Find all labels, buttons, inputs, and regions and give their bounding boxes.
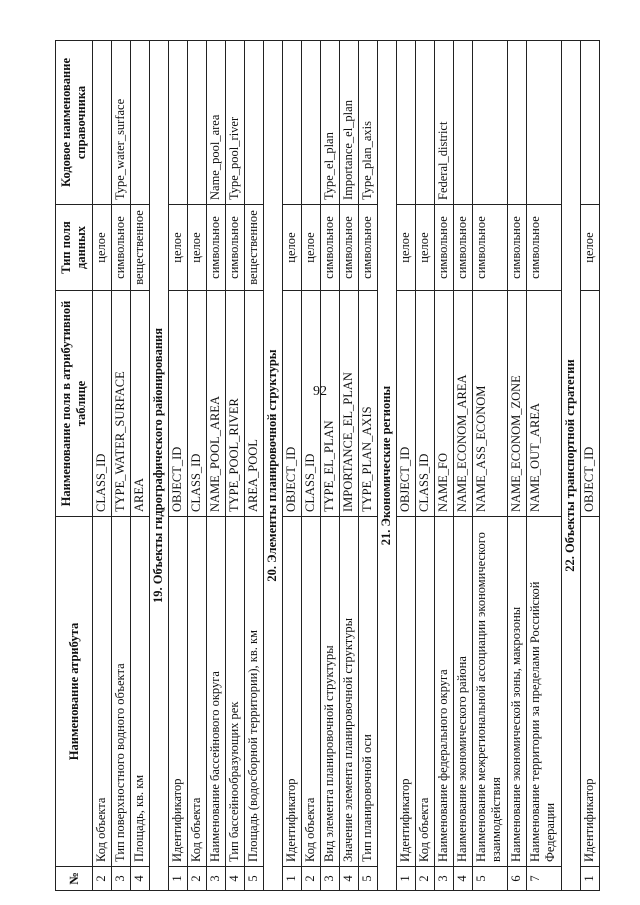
field-name: TYPE_WATER_SURFACE (112, 291, 131, 517)
field-type: целое (169, 205, 188, 291)
row-number: 3 (321, 867, 340, 891)
attribute-name: Код объекта (188, 517, 207, 867)
table-row (131, 41, 150, 891)
attribute-name: Наименование территории за пределами Российской Федерации (527, 517, 562, 867)
table-row (245, 41, 264, 891)
header-reference-code: Кодовое наименование справочника (56, 41, 93, 205)
row-number: 7 (527, 867, 562, 891)
row-number: 4 (340, 867, 359, 891)
attribute-name: Код объекта (93, 517, 112, 867)
row-number: 6 (508, 867, 527, 891)
row-number: 1 (169, 867, 188, 891)
row-number: 4 (454, 867, 473, 891)
field-type: целое (416, 205, 435, 291)
table-row (188, 41, 207, 891)
attribute-name: Тип планировочной оси (359, 517, 378, 867)
attribute-name: Идентификатор (283, 517, 302, 867)
table-row (435, 41, 454, 891)
reference-code: Importance_el_plan (340, 41, 359, 205)
table-row (93, 41, 112, 891)
attribute-name: Идентификатор (397, 517, 416, 867)
table-header-row (56, 41, 93, 891)
row-number: 2 (188, 867, 207, 891)
field-name: OBJECT_ID (283, 291, 302, 517)
attribute-name: Код объекта (302, 517, 321, 867)
row-number: 4 (131, 867, 150, 891)
field-type: целое (302, 205, 321, 291)
field-type: символьное (473, 205, 508, 291)
table-row (321, 41, 340, 891)
field-name: AREA_POOL (245, 291, 264, 517)
row-number: 3 (207, 867, 226, 891)
reference-code: Type_plan_axis (359, 41, 378, 205)
reference-code (283, 41, 302, 205)
table-row (581, 41, 600, 891)
field-type: символьное (454, 205, 473, 291)
reference-code (454, 41, 473, 205)
reference-code (508, 41, 527, 205)
attribute-table (55, 40, 600, 891)
table-row (508, 41, 527, 891)
attribute-name: Наименование бассейнового округа (207, 517, 226, 867)
field-name: CLASS_ID (416, 291, 435, 517)
reference-code (93, 41, 112, 205)
attribute-name: Площадь, кв. км (131, 517, 150, 867)
table-row (302, 41, 321, 891)
table-row (454, 41, 473, 891)
field-name: NAME_ECONOM_AREA (454, 291, 473, 517)
section-row (264, 41, 283, 891)
reference-code (188, 41, 207, 205)
table-row (226, 41, 245, 891)
table-body (93, 41, 600, 891)
reference-code: Type_water_surface (112, 41, 131, 205)
field-name: NAME_ASS_ECONOM (473, 291, 508, 517)
table-row (416, 41, 435, 891)
attribute-name: Наименование экономического района (454, 517, 473, 867)
section-row (378, 41, 397, 891)
field-type: вещественное (131, 205, 150, 291)
field-type: символьное (527, 205, 562, 291)
header-field-type: Тип поля данных (56, 205, 93, 291)
row-number: 5 (359, 867, 378, 891)
section-row (150, 41, 169, 891)
reference-code: Type_pool_river (226, 41, 245, 205)
page-number: 92 (313, 384, 327, 399)
field-name: CLASS_ID (302, 291, 321, 517)
field-name: OBJECT_ID (397, 291, 416, 517)
field-name: NAME_POOL_AREA (207, 291, 226, 517)
row-number: 4 (226, 867, 245, 891)
field-type: целое (581, 205, 600, 291)
attribute-name: Тип поверхностного водного объекта (112, 517, 131, 867)
field-type: символьное (321, 205, 340, 291)
section-row (562, 41, 581, 891)
section-title: 19. Объекты гидрографического районирования (150, 41, 169, 891)
attribute-name: Идентификатор (581, 517, 600, 867)
attribute-name: Тип бассейнообразующих рек (226, 517, 245, 867)
row-number: 2 (302, 867, 321, 891)
table-row (527, 41, 562, 891)
table-row (473, 41, 508, 891)
header-number: № (56, 867, 93, 891)
row-number: 5 (245, 867, 264, 891)
row-number: 2 (93, 867, 112, 891)
section-title: 22. Объекты транспортной стратегии (562, 41, 581, 891)
field-type: целое (397, 205, 416, 291)
field-type: целое (188, 205, 207, 291)
field-name: CLASS_ID (188, 291, 207, 517)
field-name: TYPE_EL_PLAN (321, 291, 340, 517)
reference-code (302, 41, 321, 205)
field-name: TYPE_POOL_RIVER (226, 291, 245, 517)
attribute-name: Наименование экономической зоны, макрозоны (508, 517, 527, 867)
field-name: NAME_OUT_AREA (527, 291, 562, 517)
table-row (283, 41, 302, 891)
field-name: AREA (131, 291, 150, 517)
field-type: символьное (340, 205, 359, 291)
reference-code (581, 41, 600, 205)
row-number: 3 (435, 867, 454, 891)
reference-code (527, 41, 562, 205)
field-type: вещественное (245, 205, 264, 291)
reference-code (416, 41, 435, 205)
reference-code: Type_el_plan (321, 41, 340, 205)
field-type: символьное (112, 205, 131, 291)
field-name: OBJECT_ID (581, 291, 600, 517)
field-type: символьное (359, 205, 378, 291)
attribute-name: Площадь (водосборной территории), кв. км (245, 517, 264, 867)
row-number: 5 (473, 867, 508, 891)
attribute-name: Вид элемента планировочной структуры (321, 517, 340, 867)
table-row (359, 41, 378, 891)
reference-code (131, 41, 150, 205)
field-name: OBJECT_ID (169, 291, 188, 517)
row-number: 1 (283, 867, 302, 891)
field-type: символьное (508, 205, 527, 291)
reference-code (473, 41, 508, 205)
reference-code (397, 41, 416, 205)
table-row (112, 41, 131, 891)
row-number: 3 (112, 867, 131, 891)
field-type: целое (93, 205, 112, 291)
field-type: целое (283, 205, 302, 291)
table-row (207, 41, 226, 891)
attribute-name: Наименование межрегиональной ассоциации экономического взаимодействия (473, 517, 508, 867)
reference-code: Name_pool_area (207, 41, 226, 205)
section-title: 21. Экономические регионы (378, 41, 397, 891)
reference-code (245, 41, 264, 205)
attribute-name: Код объекта (416, 517, 435, 867)
row-number: 1 (397, 867, 416, 891)
table-row (169, 41, 188, 891)
field-name: NAME_FO (435, 291, 454, 517)
table-row (340, 41, 359, 891)
section-title: 20. Элементы планировочной структуры (264, 41, 283, 891)
header-field-name: Наименование поля в атрибутивной таблице (56, 291, 93, 517)
field-type: символьное (435, 205, 454, 291)
field-name: CLASS_ID (93, 291, 112, 517)
field-name: IMPORTANCE_EL_PLAN (340, 291, 359, 517)
header-attribute-name: Наименование атрибута (56, 517, 93, 867)
attribute-name: Наименование федерального округа (435, 517, 454, 867)
reference-code: Federal_district (435, 41, 454, 205)
attribute-name: Идентификатор (169, 517, 188, 867)
attribute-name: Значение элемента планировочной структуры (340, 517, 359, 867)
row-number: 2 (416, 867, 435, 891)
reference-code (169, 41, 188, 205)
field-type: символьное (226, 205, 245, 291)
table-row (397, 41, 416, 891)
field-type: символьное (207, 205, 226, 291)
field-name: NAME_ECONOM_ZONE (508, 291, 527, 517)
row-number: 1 (581, 867, 600, 891)
field-name: TYPE_PLAN_AXIS (359, 291, 378, 517)
